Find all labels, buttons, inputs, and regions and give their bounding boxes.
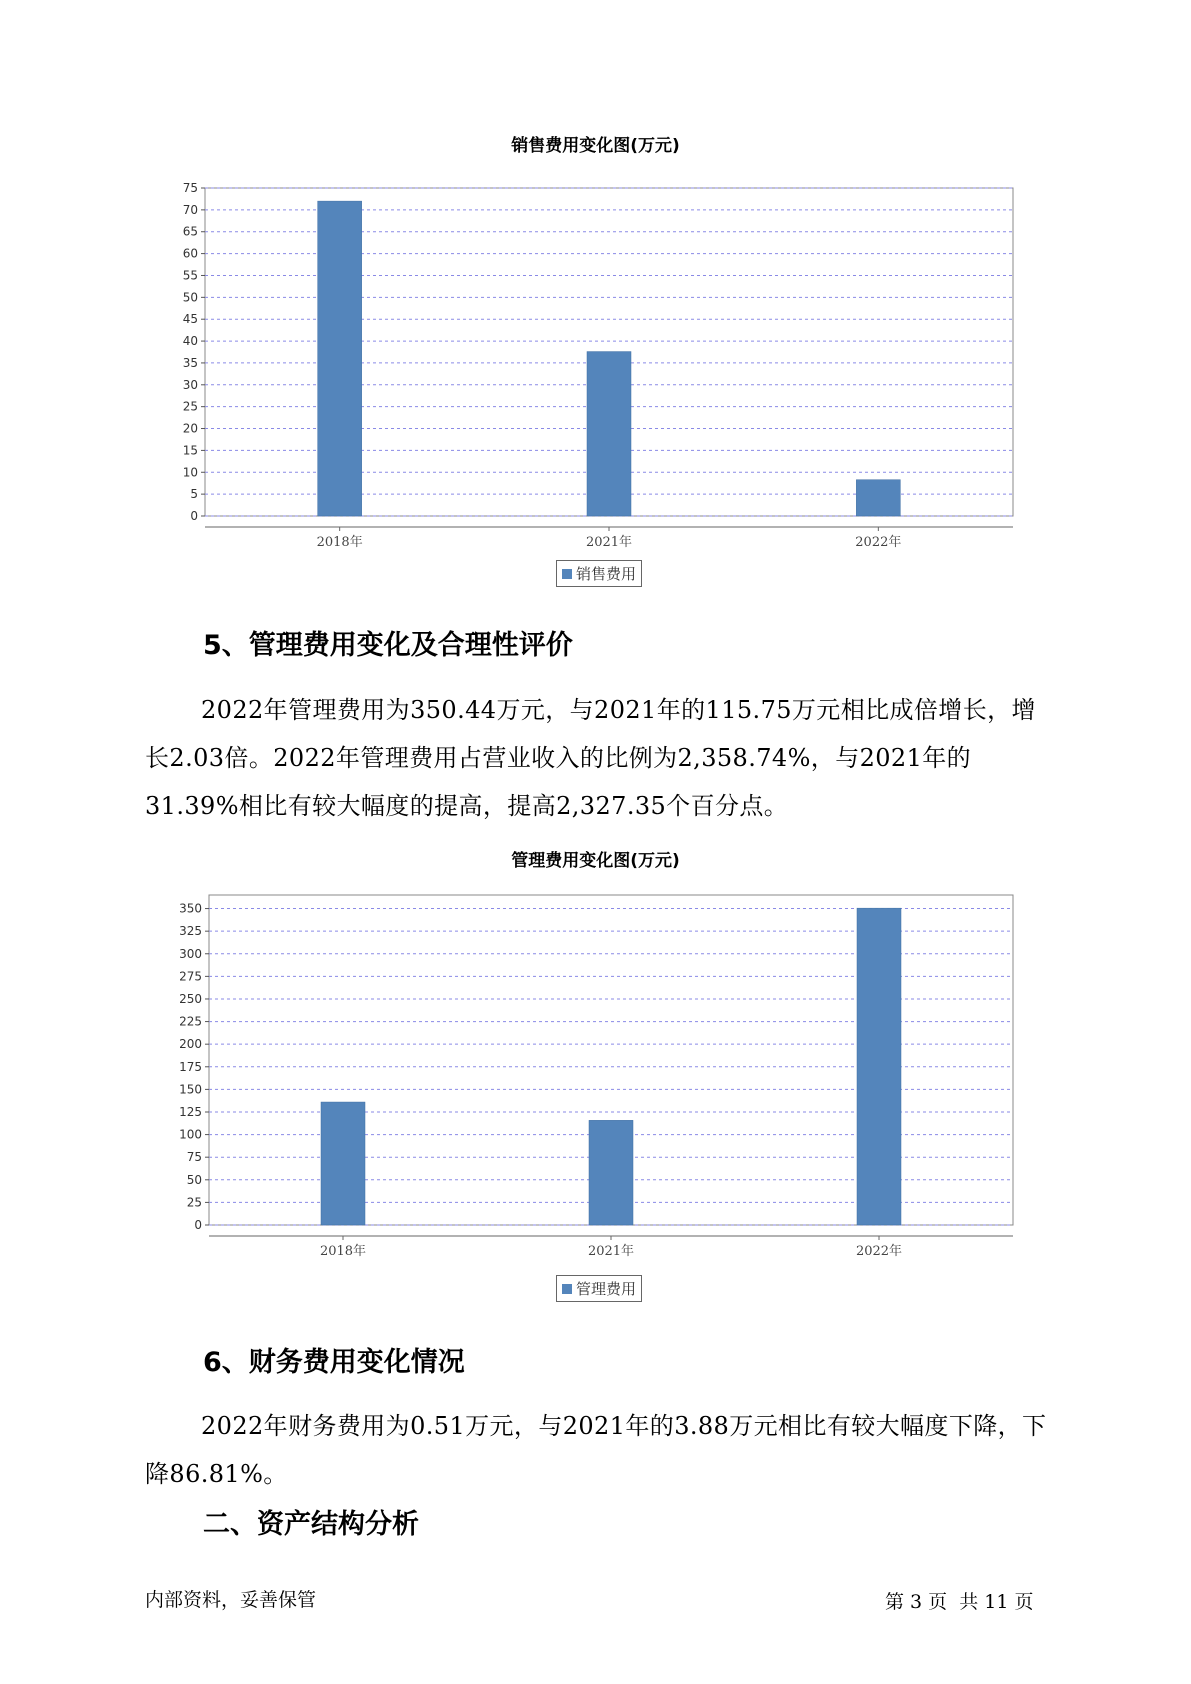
footer-page-number bbox=[885, 1587, 1039, 1614]
y-tick-label: 30 bbox=[182, 377, 198, 392]
y-tick-label: 45 bbox=[182, 312, 198, 327]
y-tick-label: 5 bbox=[190, 487, 198, 502]
y-tick-label: 70 bbox=[182, 202, 198, 217]
y-tick-label: 50 bbox=[186, 1172, 202, 1187]
y-tick-label: 300 bbox=[179, 946, 202, 961]
section2-heading: 二、资产结构分析 bbox=[203, 1509, 419, 1540]
bar-2021年 bbox=[589, 1120, 633, 1225]
chart2-title: 管理费用变化图(万元) bbox=[511, 851, 680, 871]
y-tick-label: 25 bbox=[182, 399, 198, 414]
x-tick-label: 2018年 bbox=[319, 1244, 367, 1259]
x-tick-label: 2018年 bbox=[316, 535, 363, 550]
y-tick-label: 65 bbox=[182, 224, 198, 239]
footer-confidential-note: 内部资料，妥善保管 bbox=[145, 1589, 317, 1611]
y-tick-label: 50 bbox=[182, 290, 198, 305]
legend-swatch-icon bbox=[562, 1284, 572, 1294]
chart2-legend bbox=[556, 1275, 642, 1302]
y-tick-label: 15 bbox=[182, 443, 198, 458]
chart1-legend-label: 销售费用 bbox=[576, 565, 637, 583]
y-tick-label: 25 bbox=[186, 1195, 202, 1210]
page-label: 第 3 页 bbox=[885, 1591, 948, 1613]
chart2-legend-label: 管理费用 bbox=[576, 1280, 637, 1298]
bar-2018年 bbox=[321, 1102, 365, 1225]
y-tick-label: 125 bbox=[179, 1104, 202, 1119]
y-tick-label: 250 bbox=[179, 991, 202, 1006]
y-tick-label: 200 bbox=[179, 1037, 202, 1052]
section6-heading: 6、财务费用变化情况 bbox=[203, 1347, 465, 1378]
y-tick-label: 275 bbox=[179, 969, 202, 984]
total-pages-label: 共 11 页 bbox=[959, 1591, 1034, 1613]
y-tick-label: 225 bbox=[179, 1014, 202, 1029]
y-tick-label: 100 bbox=[179, 1127, 202, 1142]
chart1-title: 销售费用变化图(万元) bbox=[511, 136, 680, 156]
y-tick-label: 75 bbox=[182, 181, 198, 195]
y-tick-label: 350 bbox=[179, 901, 202, 916]
y-tick-label: 75 bbox=[186, 1150, 202, 1165]
y-tick-label: 40 bbox=[182, 334, 198, 349]
section5-heading: 5、管理费用变化及合理性评价 bbox=[203, 630, 573, 661]
section6-paragraph: 2022年财务费用为0.51万元，与2021年的3.88万元相比有较大幅度下降，下降86.81%。 bbox=[145, 1412, 1047, 1488]
y-tick-label: 20 bbox=[182, 421, 198, 436]
x-tick-label: 2022年 bbox=[855, 1244, 903, 1259]
y-tick-label: 175 bbox=[179, 1059, 202, 1074]
x-tick-label: 2021年 bbox=[585, 535, 633, 550]
y-tick-label: 325 bbox=[179, 924, 202, 939]
y-tick-label: 60 bbox=[182, 246, 198, 261]
y-tick-label: 0 bbox=[194, 1218, 202, 1232]
y-tick-label: 35 bbox=[182, 355, 198, 370]
x-tick-label: 2021年 bbox=[587, 1244, 635, 1259]
y-tick-label: 10 bbox=[182, 465, 198, 480]
bar-2022年 bbox=[857, 908, 901, 1225]
x-tick-label: 2022年 bbox=[855, 535, 902, 550]
section5-paragraph: 2022年管理费用为350.44万元，与2021年的115.75万元相比成倍增长，增长2.03倍。2022年管理费用占营业收入的比例为2,358.74%，与2021年的31.39%相比有较大幅度的提高，提高2,327.35个百分点。 bbox=[145, 696, 1036, 820]
y-tick-label: 150 bbox=[179, 1082, 202, 1097]
y-tick-label: 0 bbox=[190, 509, 198, 523]
y-tick-label: 55 bbox=[182, 268, 198, 283]
